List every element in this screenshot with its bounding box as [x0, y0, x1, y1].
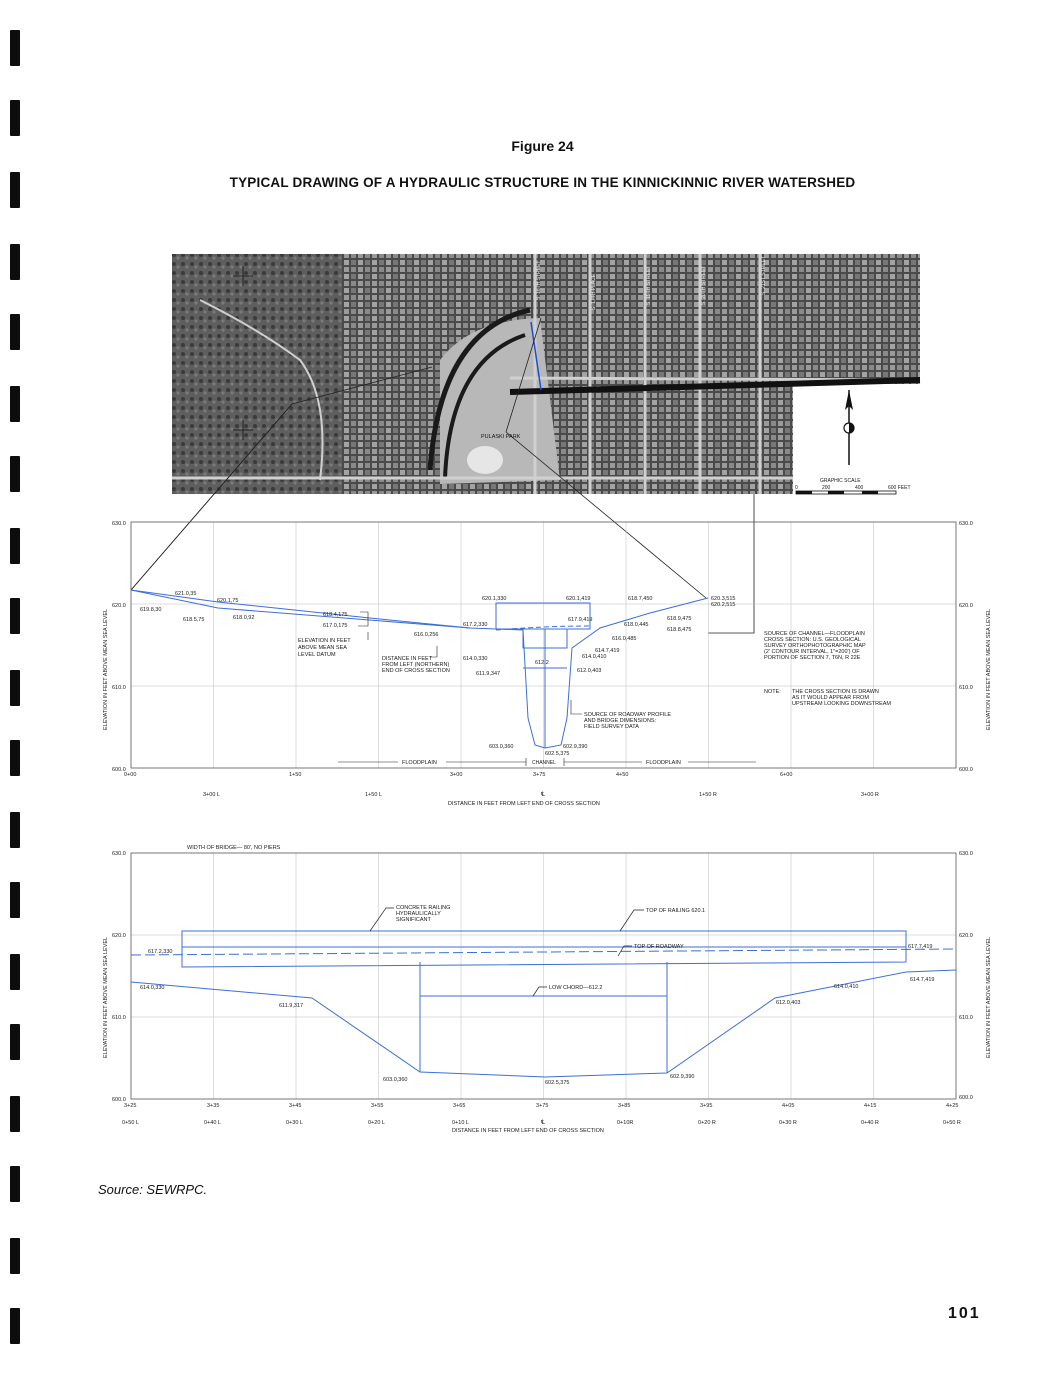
y-tick-label: 620.0 [959, 603, 973, 609]
x-tick-label: 3+85 [618, 1103, 631, 1109]
point-label: 614.0,330 [463, 656, 488, 662]
x-tick-label: 0+30 L [286, 1120, 303, 1126]
top-of-railing-label: TOP OF RAILING 620.1 [646, 908, 706, 914]
point-label: 618.8,475 [667, 627, 692, 633]
x-axis-label: DISTANCE IN FEET FROM LEFT END OF CROSS SECTION [452, 1128, 604, 1134]
y-tick-label: 610.0 [112, 685, 126, 691]
x-tick-label: 0+10 L [452, 1120, 469, 1126]
street-label: S. 20TH STREET [701, 265, 707, 305]
scale-tick: 0 [795, 485, 798, 491]
grid [131, 853, 956, 1099]
x-ticks [122, 1103, 961, 1126]
svg-text:END OF CROSS SECTION: END OF CROSS SECTION [382, 668, 450, 674]
x-tick-label: 0+30 R [779, 1120, 797, 1126]
note-orientation [764, 689, 891, 707]
svg-text:THE CROSS SECTION IS DRAWN: THE CROSS SECTION IS DRAWN [792, 689, 879, 695]
point-label: 618.9,475 [667, 616, 692, 622]
x-tick-label: 0+20 L [368, 1120, 385, 1126]
cross-section-chart [103, 521, 992, 807]
channel-label: CHANNEL [532, 760, 556, 766]
x-tick-label: 0+50 L [122, 1120, 139, 1126]
x-tick-label: 0+00 [124, 772, 137, 778]
bridge-section-chart [103, 845, 992, 1134]
y-tick-label: 600.0 [112, 1097, 126, 1103]
x-tick-label: 1+50 [289, 772, 302, 778]
x-tick-label: 3+00 L [203, 792, 220, 798]
point-label: 611.9,347 [476, 671, 501, 677]
svg-text:PORTION OF SECTION 7, T6N, R 2: PORTION OF SECTION 7, T6N, R 22E [764, 655, 861, 661]
x-tick-label: 0+40 L [204, 1120, 221, 1126]
point-label: 611.9,317 [279, 1003, 304, 1009]
x-axis-label: DISTANCE IN FEET FROM LEFT END OF CROSS SECTION [448, 801, 600, 807]
svg-text:CROSS SECTION: U.S. GEOLOGICAL: CROSS SECTION: U.S. GEOLOGICAL [764, 637, 861, 643]
point-label: 617.0,175 [323, 623, 348, 629]
callout-leader [370, 908, 394, 931]
x-tick-label: 3+95 [700, 1103, 713, 1109]
aerial-photo [172, 254, 920, 494]
street-label: S. 17TH PLACE [591, 273, 597, 310]
x-tick-label: ℄ [541, 1120, 545, 1126]
svg-text:SURVEY ORTHOPHOTOGRAPHIC MAP: SURVEY ORTHOPHOTOGRAPHIC MAP [764, 643, 866, 649]
point-label: 620.1,330 [482, 596, 507, 602]
point-label: 602.5,375 [545, 751, 570, 757]
x-tick-label: 0+10R [617, 1120, 634, 1126]
point-label: 621.0,35 [175, 591, 197, 597]
note-distance [382, 656, 450, 674]
y-tick-label: 630.0 [959, 521, 973, 527]
x-tick-label: 4+05 [782, 1103, 795, 1109]
point-label: 603.0,360 [383, 1077, 408, 1083]
x-tick-label: 3+55 [371, 1103, 384, 1109]
point-label: 614.7,419 [910, 977, 935, 983]
point-label: 614.7,419 [595, 648, 620, 654]
svg-text:NOTE:: NOTE: [764, 689, 781, 695]
floodplain-label: FLOODPLAIN [402, 760, 437, 766]
y-tick-label: 630.0 [112, 521, 126, 527]
figure-title: TYPICAL DRAWING OF A HYDRAULIC STRUCTURE IN THE KINNICKINNIC RIVER WATERSHED [229, 175, 856, 190]
svg-text:SOURCE OF ROADWAY PROFILE: SOURCE OF ROADWAY PROFILE [584, 712, 671, 718]
y-axis-label: ELEVATION IN FEET ABOVE MEAN SEA LEVEL [103, 936, 109, 1058]
note-source-channel [764, 631, 866, 661]
x-tick-label: 3+25 [124, 1103, 137, 1109]
x-tick-label: 4+15 [864, 1103, 877, 1109]
point-label: 620.3,515 [711, 596, 736, 602]
point-label: 617.9,419 [568, 617, 593, 623]
point-label: 603.0,360 [489, 744, 514, 750]
ball-field [467, 446, 503, 474]
x-tick-label: 3+65 [453, 1103, 466, 1109]
note-elevation [298, 638, 351, 658]
svg-text:SIGNIFICANT: SIGNIFICANT [396, 917, 431, 923]
y-tick-label: 620.0 [959, 933, 973, 939]
park-label: PULASKI PARK [481, 434, 521, 440]
svg-text:CONCRETE RAILING: CONCRETE RAILING [396, 905, 451, 911]
point-label: 620.2,515 [711, 602, 736, 608]
x-tick-label: 1+50 R [699, 792, 717, 798]
point-label: 612.0,403 [577, 668, 602, 674]
x-tick-label: 3+00 R [861, 792, 879, 798]
bridge-width-note: WIDTH OF BRIDGE— 80', NO PIERS [187, 845, 281, 851]
x-tick-label: 0+20 R [698, 1120, 716, 1126]
x-tick-label: 3+75 [533, 772, 546, 778]
svg-text:LEVEL DATUM: LEVEL DATUM [298, 652, 336, 658]
svg-text:UPSTREAM LOOKING DOWNSTREAM: UPSTREAM LOOKING DOWNSTREAM [792, 701, 892, 707]
y-tick-label: 630.0 [112, 851, 126, 857]
top-of-roadway-label: TOP OF ROADWAY [634, 944, 684, 950]
svg-text:ABOVE MEAN SEA: ABOVE MEAN SEA [298, 645, 347, 651]
y-axis-label: ELEVATION IN FEET ABOVE MEAN SEA LEVEL [986, 608, 992, 730]
point-label: 612.2 [535, 660, 549, 666]
callout-leader [620, 910, 644, 931]
point-label: 618.5,75 [183, 617, 205, 623]
svg-text:ELEVATION IN FEET: ELEVATION IN FEET [298, 638, 351, 644]
point-label: 602.5,375 [545, 1080, 570, 1086]
point-label: 617.2,330 [148, 949, 173, 955]
source-note: Source: SEWRPC. [98, 1182, 208, 1197]
note-leader [571, 700, 582, 714]
point-label: 602.9,390 [670, 1074, 695, 1080]
railing-outline [182, 931, 906, 947]
street-label: S. 16TH STREET [536, 260, 542, 300]
point-label: 618.0,92 [233, 615, 255, 621]
note-source-roadway [584, 712, 671, 730]
y-tick-label: 620.0 [112, 603, 126, 609]
y-tick-label: 610.0 [959, 1015, 973, 1021]
y-tick-label: 600.0 [959, 767, 973, 773]
low-chord-label: LOW CHORD—612.2 [549, 985, 603, 991]
callout-leader [533, 987, 547, 996]
x-tick-label: 3+45 [289, 1103, 302, 1109]
x-tick-label: 3+35 [207, 1103, 220, 1109]
point-label: 620.1,75 [217, 598, 239, 604]
callout-concrete-railing [396, 905, 450, 923]
point-label: 618.7,450 [628, 596, 653, 602]
photo-open-land [172, 254, 342, 494]
point-label: 602.9,390 [563, 744, 588, 750]
page-number: 101 [948, 1305, 981, 1322]
point-label: 618.4,175 [323, 612, 348, 618]
y-axis-label: ELEVATION IN FEET ABOVE MEAN SEA LEVEL [103, 608, 109, 730]
x-tick-label: 4+25 [946, 1103, 959, 1109]
x-tick-label: 4+50 [616, 772, 629, 778]
svg-text:FIELD SURVEY DATA: FIELD SURVEY DATA [584, 724, 639, 730]
point-label: 616.0,485 [612, 636, 637, 642]
point-label: 614.0,410 [834, 984, 859, 990]
bridge-deck-outline [496, 603, 593, 629]
x-tick-label: 1+50 L [365, 792, 382, 798]
svg-text:FROM LEFT (NORTHERN): FROM LEFT (NORTHERN) [382, 662, 450, 668]
point-label: 614.0,330 [140, 985, 165, 991]
y-axis-label: ELEVATION IN FEET ABOVE MEAN SEA LEVEL [986, 936, 992, 1058]
point-label: 617.2,330 [463, 622, 488, 628]
svg-text:AND BRIDGE DIMENSIONS:: AND BRIDGE DIMENSIONS: [584, 718, 657, 724]
scale-tick: 600 FEET [888, 485, 911, 491]
svg-text:SOURCE OF CHANNEL—FLOODPLAIN: SOURCE OF CHANNEL—FLOODPLAIN [764, 631, 865, 637]
y-tick-label: 610.0 [112, 1015, 126, 1021]
x-tick-label: 3+75 [536, 1103, 549, 1109]
x-tick-label: 6+00 [780, 772, 793, 778]
street-label: S. 21ST STREET [761, 255, 767, 295]
svg-text:(2' CONTOUR INTERVAL, 1"=200'): (2' CONTOUR INTERVAL, 1"=200') OF [764, 649, 860, 655]
scale-tick: 400 [855, 485, 864, 491]
y-tick-label: 610.0 [959, 685, 973, 691]
y-tick-label: 600.0 [112, 767, 126, 773]
point-label: 619.8,30 [140, 607, 162, 613]
y-tick-label: 630.0 [959, 851, 973, 857]
x-tick-label: 0+40 R [861, 1120, 879, 1126]
svg-text:DISTANCE IN FEET: DISTANCE IN FEET [382, 656, 433, 662]
svg-text:AS IT WOULD APPEAR FROM: AS IT WOULD APPEAR FROM [792, 695, 869, 701]
floodplain-label: FLOODPLAIN [646, 760, 681, 766]
figure-label: Figure 24 [511, 138, 574, 154]
scale-title: GRAPHIC SCALE [820, 478, 861, 484]
point-label: 618.0,445 [624, 622, 649, 628]
point-label: 614.0,410 [582, 654, 607, 660]
svg-text:HYDRAULICALLY: HYDRAULICALLY [396, 911, 441, 917]
point-label: 616.0,256 [414, 632, 439, 638]
scale-tick: 200 [822, 485, 831, 491]
street-label: S. 19TH STREET [646, 265, 652, 305]
x-tick-label: ℄ [541, 792, 545, 798]
point-label: 612.0,403 [776, 1000, 801, 1006]
point-label: 620.1,419 [566, 596, 591, 602]
x-tick-label: 3+00 [450, 772, 463, 778]
y-tick-label: 620.0 [112, 933, 126, 939]
x-tick-label: 0+50 R [943, 1120, 961, 1126]
y-tick-label: 600.0 [959, 1095, 973, 1101]
point-label: 617.7,419 [908, 944, 933, 950]
